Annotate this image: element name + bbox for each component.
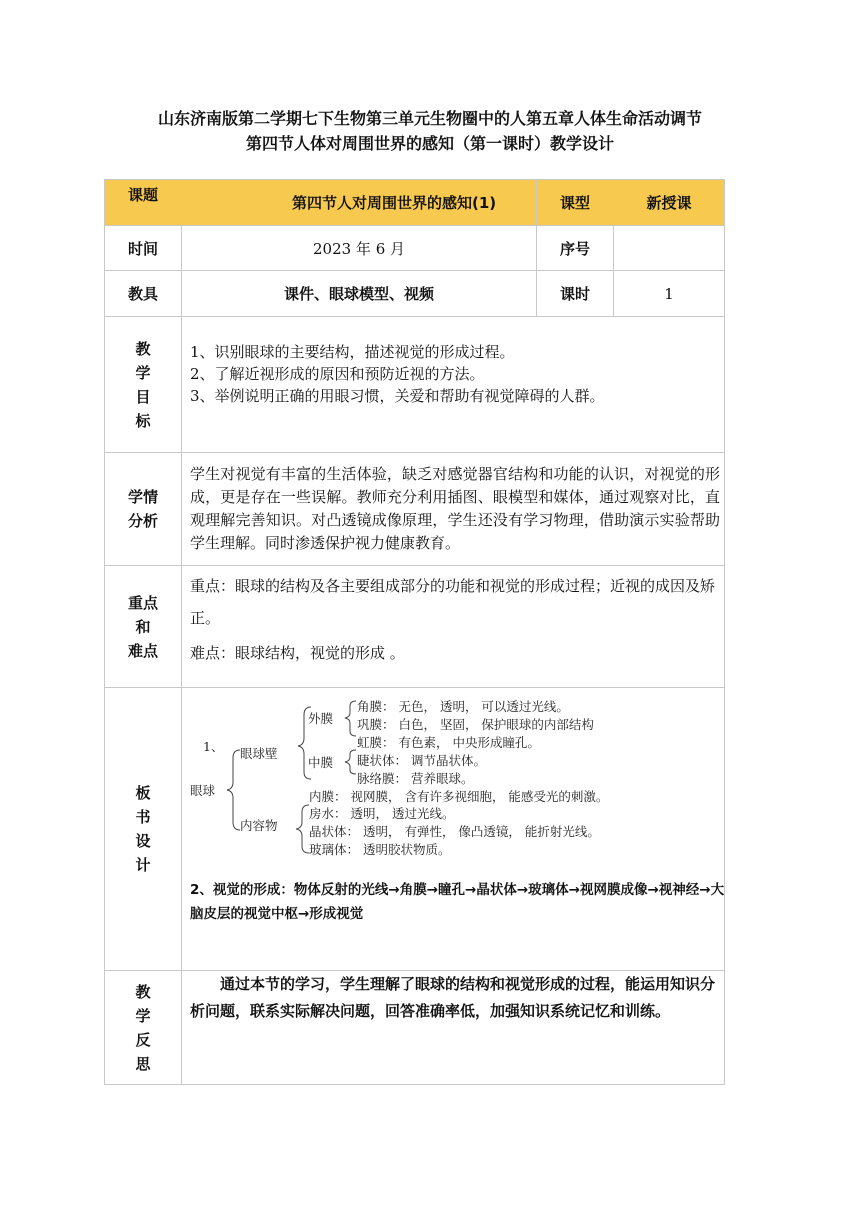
diagram-num: 1、	[203, 739, 224, 754]
board-label: 板 书 设 计	[105, 688, 182, 971]
eyeball-brace	[227, 750, 240, 830]
seq-value	[614, 226, 725, 271]
key-point: 重点：眼球的结构及各主要组成部分的功能和视觉的形成过程；近视的成因及矫正。	[190, 577, 716, 627]
keypoints-row	[105, 566, 725, 688]
type-label: 课型	[537, 180, 614, 226]
time-row	[105, 226, 725, 271]
reflection-row	[105, 971, 725, 1085]
board-row	[105, 688, 725, 971]
time-label: 时间	[105, 226, 182, 271]
board-content	[182, 688, 725, 971]
hours-value: 1	[614, 271, 725, 317]
diagram-choroid: 脉络膜： 营养眼球。	[357, 771, 474, 786]
objective-item: 2、了解近视形成的原因和预防近视的方法。	[190, 365, 485, 383]
diagram-lens: 晶状体： 透明， 有弹性， 像凸透镜， 能折射光线。	[309, 824, 600, 839]
outer-brace	[345, 701, 356, 736]
objectives-list	[182, 317, 725, 453]
lesson-plan-table	[104, 179, 725, 1085]
eyeball-structure-diagram	[182, 688, 724, 863]
header-row	[105, 180, 725, 226]
diagram-sclera: 巩膜： 白色， 坚固， 保护眼球的内部结构	[357, 717, 594, 732]
document-title-line1: 山东济南版第二学期七下生物第三单元生物圈中的人第五章人体生命活动调节	[157, 109, 702, 128]
tools-value: 课件、眼球模型、视频	[182, 271, 537, 317]
diagram-aqueous: 房水： 透明， 透过光线。	[309, 806, 455, 821]
objective-item: 1、识别眼球的主要结构，描述视觉的形成过程。	[190, 343, 515, 361]
diagram-outer: 外膜	[308, 711, 334, 726]
difficult-point: 难点：眼球结构，视觉的形成 。	[190, 644, 405, 662]
time-value: 2023 年 6 月	[182, 226, 537, 271]
diagram-eyeball: 眼球	[190, 783, 216, 798]
objectives-row	[105, 317, 725, 453]
topic-value: 第四节人对周围世界的感知(1)	[182, 180, 537, 226]
contents-brace	[296, 805, 309, 853]
diagram-ciliary: 睫状体： 调节晶状体。	[357, 753, 486, 768]
middle-brace	[345, 750, 356, 774]
diagram-cornea: 角膜： 无色， 透明， 可以透过光线。	[357, 699, 569, 714]
diagram-contents: 内容物	[240, 818, 278, 833]
vision-formation-flow: 2、视觉的形成：物体反射的光线→角膜→瞳孔→晶状体→玻璃体→视网膜成像→视神经→大脑皮层的视觉中枢→形成视觉	[190, 882, 725, 922]
tools-row	[105, 271, 725, 317]
analysis-text: 学生对视觉有丰富的生活体验，缺乏对感觉器官结构和功能的认识，对视觉的形成，更是存在一些误解。教师充分利用插图、眼模型和媒体，通过观察对比，直观理解完善知识。对凸透镜成像原理，学生还没有学习物理，借助演示实验帮助学生理解。同时渗透保护视力健康教育。	[182, 453, 725, 566]
objective-item: 3、举例说明正确的用眼习惯，关爱和帮助有视觉障碍的人群。	[190, 387, 605, 405]
diagram-middle: 中膜	[308, 755, 334, 770]
document-title-line2: 第四节人体对周围世界的感知（第一课时）教学设计	[245, 134, 614, 153]
diagram-vitreous: 玻璃体： 透明胶状物质。	[309, 842, 451, 857]
diagram-wall: 眼球壁	[240, 746, 278, 761]
objectives-label: 教 学 目 标	[105, 317, 182, 453]
type-value: 新授课	[614, 180, 725, 226]
reflection-label: 教 学 反 思	[105, 971, 182, 1085]
analysis-label: 学情 分析	[105, 453, 182, 566]
topic-label: 课题	[105, 180, 182, 226]
keypoints-label: 重点 和 难点	[105, 566, 182, 688]
seq-label: 序号	[537, 226, 614, 271]
reflection-text: 通过本节的学习，学生理解了眼球的结构和视觉形成的过程，能运用知识分析问题，联系实际解决问题，回答准确率低，加强知识系统记忆和训练。	[182, 971, 725, 1085]
tools-label: 教具	[105, 271, 182, 317]
hours-label: 课时	[537, 271, 614, 317]
keypoints-text	[182, 566, 725, 688]
analysis-row	[105, 453, 725, 566]
diagram-iris: 虹膜： 有色素， 中央形成瞳孔。	[357, 735, 540, 750]
diagram-inner: 内膜： 视网膜， 含有许多视细胞， 能感受光的刺激。	[309, 789, 609, 804]
